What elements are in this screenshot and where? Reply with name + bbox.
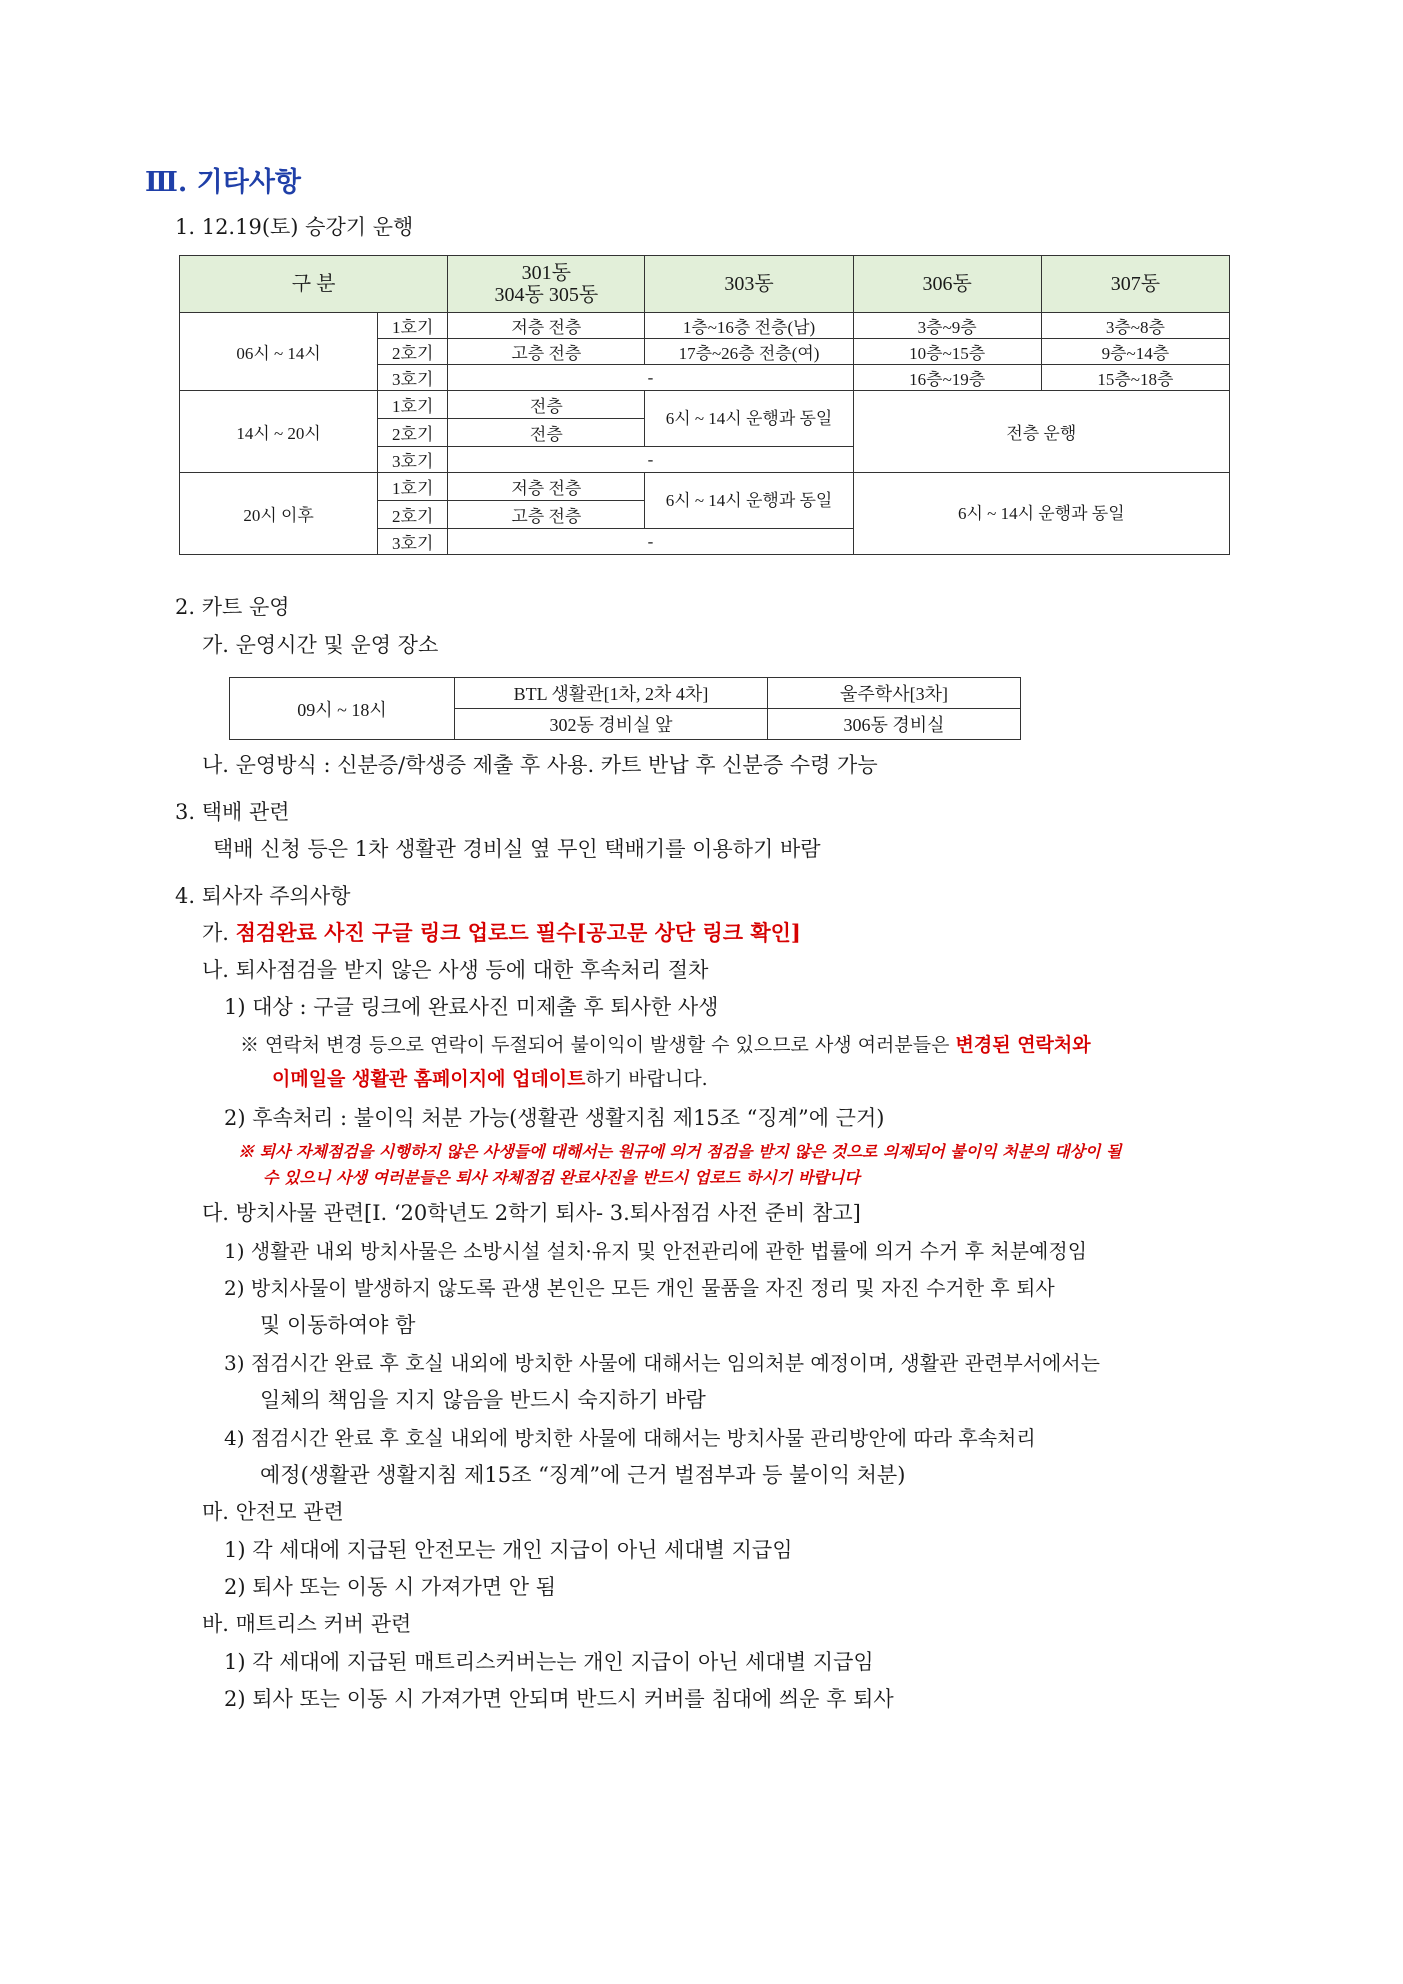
s3-body: 택배 신청 등은 1차 생활관 경비실 옆 무인 택배기를 이용하기 바람 bbox=[213, 837, 821, 861]
s4-d1: 1) 각 세대에 지급된 안전모는 개인 지급이 아닌 세대별 지급임 bbox=[224, 1538, 793, 1562]
note2-line2: 수 있으니 사생 여러분들은 퇴사 자체점검 완료사진을 반드시 업로드 하시기 바랍니다 bbox=[263, 1168, 860, 1187]
table-cell: 10층~15층 bbox=[853, 339, 1041, 365]
time-cell: 20시 이후 bbox=[180, 473, 378, 555]
table-cell: 전층 bbox=[448, 391, 645, 419]
table-cell: 고층 전층 bbox=[448, 339, 645, 365]
cart-place: 울주학사[3차] bbox=[768, 678, 1021, 709]
unit-cell: 3호기 bbox=[378, 529, 448, 555]
note1-red2: 이메일을 생활관 홈페이지에 업데이트 bbox=[272, 1068, 586, 1090]
unit-cell: 2호기 bbox=[378, 339, 448, 365]
unit-cell: 3호기 bbox=[378, 365, 448, 391]
table-cell: 15층~18층 bbox=[1041, 365, 1229, 391]
s4-e1: 1) 각 세대에 지급된 매트리스커버는는 개인 지급이 아닌 세대별 지급임 bbox=[224, 1650, 874, 1674]
merged-cell: 6시 ~ 14시 운행과 동일 bbox=[645, 473, 853, 529]
table-cell: - bbox=[448, 365, 853, 391]
s4-title: 4. 퇴사자 주의사항 bbox=[175, 884, 351, 908]
note1-text: ※ 연락처 변경 등으로 연락이 두절되어 불이익이 발생할 수 있으므로 사생 여러분들은 bbox=[240, 1034, 956, 1056]
header-307: 307동 bbox=[1041, 256, 1229, 313]
cart-place: BTL 생활관[1차, 2차 4차] bbox=[455, 678, 768, 709]
table-cell: 17층~26층 전층(여) bbox=[645, 339, 853, 365]
header-303: 303동 bbox=[645, 256, 853, 313]
s4-c2-l2: 및 이동하여야 함 bbox=[260, 1313, 416, 1337]
s4-c1: 1) 생활관 내외 방치사물은 소방시설 설치·유지 및 안전관리에 관한 법률에 의거 수거 후 처분예정임 bbox=[224, 1239, 1088, 1263]
table-cell: - bbox=[448, 447, 853, 473]
s4-d: 마. 안전모 관련 bbox=[202, 1500, 344, 1524]
s4-c2-l1: 2) 방치사물이 발생하지 않도록 관생 본인은 모든 개인 물품을 자진 정리 및 자진 수거한 후 퇴사 bbox=[224, 1276, 1055, 1300]
table-cell: 3층~9층 bbox=[853, 313, 1041, 339]
s4-b: 나. 퇴사점검을 받지 않은 사생 등에 대한 후속처리 절차 bbox=[202, 958, 709, 982]
table-cell: 전층 bbox=[448, 419, 645, 447]
note1-line2 bbox=[272, 1064, 708, 1094]
note1-line1 bbox=[240, 1030, 1091, 1060]
s4-c3-l1: 3) 점검시간 완료 후 호실 내외에 방치한 사물에 대해서는 임의처분 예정이며, 생활관 관련부서에서는 bbox=[224, 1351, 1100, 1375]
header-division: 구 분 bbox=[180, 256, 448, 313]
s2-b: 나. 운영방식 : 신분증/학생증 제출 후 사용. 카트 반납 후 신분증 수령 가능 bbox=[202, 753, 878, 777]
s3-title: 3. 택배 관련 bbox=[175, 800, 290, 824]
unit-cell: 1호기 bbox=[378, 313, 448, 339]
s4-a bbox=[202, 918, 801, 948]
time-cell: 14시 ~ 20시 bbox=[180, 391, 378, 473]
merged-cell: 6시 ~ 14시 운행과 동일 bbox=[853, 473, 1229, 555]
table-cell: 3층~8층 bbox=[1041, 313, 1229, 339]
s4-c4-l2: 예정(생활관 생활지침 제15조 “징계”에 근거 벌점부과 등 불이익 처분) bbox=[260, 1463, 906, 1487]
table-cell: 1층~16층 전층(남) bbox=[645, 313, 853, 339]
note1-red: 변경된 연락처와 bbox=[955, 1034, 1091, 1056]
s2-title: 2. 카트 운영 bbox=[175, 595, 290, 619]
s4-b2: 2) 후속처리 : 불이익 처분 가능(생활관 생활지침 제15조 “징계”에 근거) bbox=[224, 1106, 885, 1130]
s1-title: 1. 12.19(토) 승강기 운행 bbox=[175, 215, 414, 239]
s4-a-prefix: 가. bbox=[202, 921, 236, 945]
s4-c3-l2: 일체의 책임을 지지 않음을 반드시 숙지하기 바람 bbox=[260, 1388, 706, 1412]
note1-text2: 하기 바랍니다. bbox=[585, 1068, 708, 1090]
table-cell: 고층 전층 bbox=[448, 501, 645, 529]
s4-a-notice: 점검완료 사진 구글 링크 업로드 필수[공고문 상단 링크 확인] bbox=[235, 920, 801, 945]
unit-cell: 2호기 bbox=[378, 501, 448, 529]
header-306: 306동 bbox=[853, 256, 1041, 313]
table-cell: 저층 전층 bbox=[448, 473, 645, 501]
header-301: 301동 304동 305동 bbox=[448, 256, 645, 313]
cart-location: 302동 경비실 앞 bbox=[455, 709, 768, 740]
s4-c: 다. 방치사물 관련[Ⅰ. ‘20학년도 2학기 퇴사- 3.퇴사점검 사전 준비 참고] bbox=[202, 1201, 861, 1225]
s4-e: 바. 매트리스 커버 관련 bbox=[202, 1612, 412, 1636]
s4-c4-l1: 4) 점검시간 완료 후 호실 내외에 방치한 사물에 대해서는 방치사물 관리방안에 따라 후속처리 bbox=[224, 1426, 1036, 1450]
unit-cell: 1호기 bbox=[378, 391, 448, 419]
unit-cell: 2호기 bbox=[378, 419, 448, 447]
s4-d2: 2) 퇴사 또는 이동 시 가져가면 안 됨 bbox=[224, 1575, 556, 1599]
section-title: Ⅲ. 기타사항 bbox=[145, 167, 302, 198]
unit-cell: 1호기 bbox=[378, 473, 448, 501]
elevator-table bbox=[179, 255, 1230, 555]
s2-a: 가. 운영시간 및 운영 장소 bbox=[202, 633, 439, 657]
s4-b1: 1) 대상 : 구글 링크에 완료사진 미제출 후 퇴사한 사생 bbox=[224, 995, 719, 1019]
time-cell: 06시 ~ 14시 bbox=[180, 313, 378, 391]
unit-cell: 3호기 bbox=[378, 447, 448, 473]
cart-table bbox=[229, 677, 1021, 740]
table-cell: - bbox=[448, 529, 853, 555]
merged-cell: 6시 ~ 14시 운행과 동일 bbox=[645, 391, 853, 447]
cart-location: 306동 경비실 bbox=[768, 709, 1021, 740]
cart-time: 09시 ~ 18시 bbox=[230, 678, 455, 740]
table-cell: 9층~14층 bbox=[1041, 339, 1229, 365]
table-cell: 16층~19층 bbox=[853, 365, 1041, 391]
table-cell: 저층 전층 bbox=[448, 313, 645, 339]
merged-cell: 전층 운행 bbox=[853, 391, 1229, 473]
note2-line1: ※ 퇴사 자체점검을 시행하지 않은 사생들에 대해서는 원규에 의거 점검을 받지 않은 것으로 의제되어 불이익 처분의 대상이 될 bbox=[238, 1142, 1122, 1161]
s4-e2: 2) 퇴사 또는 이동 시 가져가면 안되며 반드시 커버를 침대에 씌운 후 퇴사 bbox=[224, 1687, 894, 1711]
